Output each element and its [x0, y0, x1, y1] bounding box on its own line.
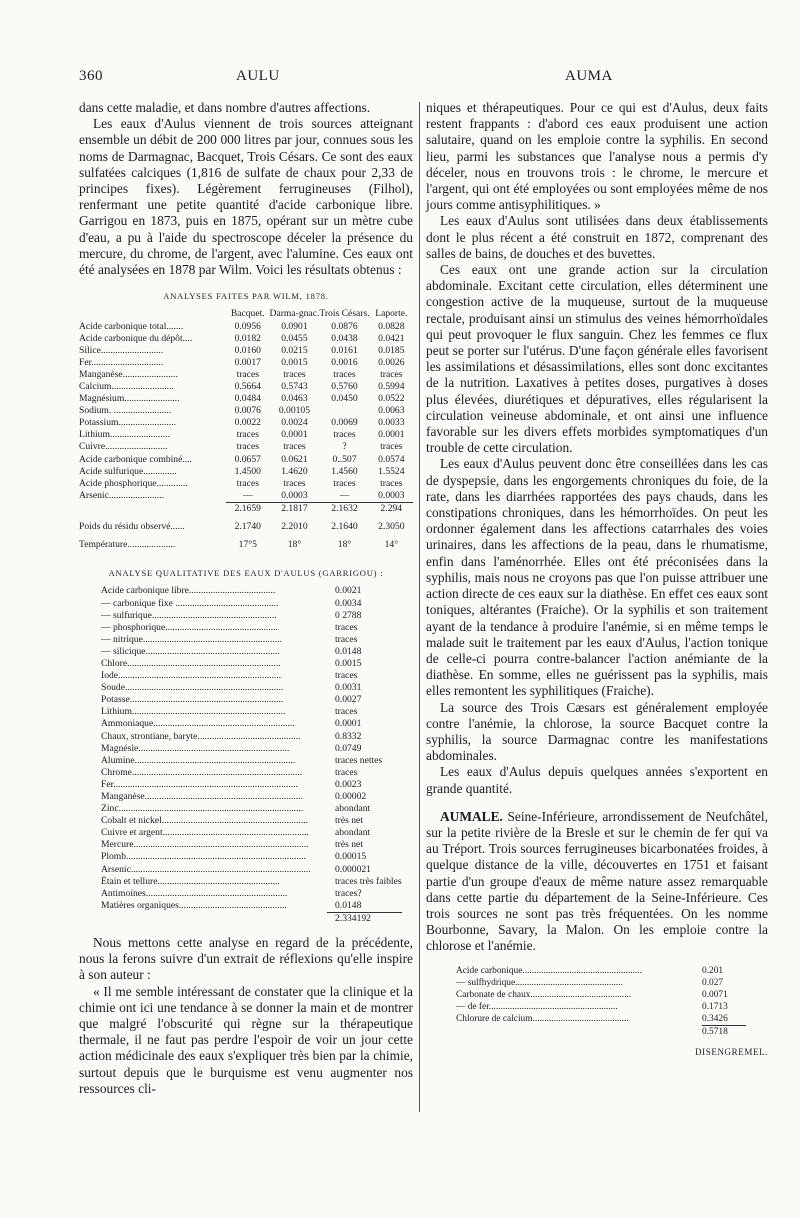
table-row	[79, 490, 413, 503]
table-row	[456, 1013, 746, 1026]
paragraph: Nous mettons cette analyse en regard de la précédente, nous la ferons suivre d'un extrait de réflexions qu'elle inspire à son auteur :	[79, 935, 413, 983]
paragraph: niques et thérapeutiques. Pour ce qui est d'Aulus, deux faits restent frappants : d'abord ces eaux produisent une action salutaire, quand on les emploie contre la syphilis. En second lieu, parmi les substances que l'analyse nous a permis d'y déceler, nous en trouvons trois : le chrome, le mercure et l'argent, qui ont été employées ou sont employées même de nos jours comme antisyphilitiques. »	[426, 100, 768, 213]
column-header: Darma-gnac.	[269, 308, 320, 320]
row-label: Lithium.........................	[79, 429, 170, 441]
row-label: Fer.............................................................................	[101, 778, 298, 790]
table-cell: 17°5	[238, 539, 257, 551]
row-label: Température....................	[79, 539, 176, 551]
table-row	[101, 646, 402, 658]
table-cell: ?	[342, 441, 347, 453]
row-label: Carbonate de chaux...........................................	[456, 989, 632, 1000]
row-label: Zinc.............................................................................	[101, 803, 304, 815]
table-row	[101, 634, 402, 646]
row-label: Fer..............................	[79, 356, 164, 368]
table-cell: 0.0161	[331, 344, 358, 356]
table-row	[456, 977, 746, 989]
table-cell: 0.0069	[331, 417, 358, 429]
row-label: Matières organiques.............................................	[101, 900, 287, 912]
table-cell: traces	[380, 368, 403, 380]
entry-headword: AUMALE.	[440, 808, 503, 824]
row-label: Manganèse.......................	[79, 368, 178, 380]
table-row	[79, 369, 413, 381]
table-cell: traces	[335, 706, 358, 718]
table-row	[101, 827, 402, 839]
row-label: Lithium................................................................	[101, 706, 286, 718]
total-cell: 0.5718	[702, 1026, 746, 1039]
table-cell: très net	[335, 815, 363, 827]
table-row	[101, 767, 402, 779]
table-cell: 0.0463	[281, 393, 308, 405]
row-label: — phosphorique...............................................	[101, 621, 278, 633]
column-header: Laporte.	[375, 308, 408, 320]
table-cell: traces	[236, 368, 259, 380]
table-cell: 0.0016	[331, 356, 358, 368]
row-label: Iode....................................................................	[101, 670, 282, 682]
total-row	[79, 502, 413, 515]
table-cell: 0.201	[702, 965, 724, 976]
table-row	[79, 381, 413, 393]
table-cell: traces	[333, 477, 356, 489]
table-cell: traces?	[335, 887, 362, 899]
right-column	[426, 100, 768, 1060]
table-row	[101, 585, 402, 597]
signature: DISENGREMEL.	[695, 1047, 768, 1058]
total-cell: 2.334192	[327, 912, 402, 925]
table-row	[101, 694, 402, 706]
table-cell: traces	[236, 441, 259, 453]
row-label: Silice..........................	[79, 344, 164, 356]
table-row	[101, 682, 402, 694]
table-caption: ANALYSE QUALITATIVE DES EAUX D'AULUS (GARRIGOU) :	[108, 568, 384, 579]
table-cell: 0.0148	[335, 645, 362, 657]
table-cell: 0.00105	[278, 405, 311, 417]
paragraph: Les eaux d'Aulus sont utilisées dans deux établissements dont le plus récent a été construit en 1872, comprenant des salles de bains, de douches et des buvettes.	[426, 213, 768, 261]
table-row	[101, 706, 402, 718]
row-label: Plomb...........................................................................	[101, 851, 306, 863]
row-label: Poids du résidu observé......	[79, 521, 185, 533]
table-row	[79, 333, 413, 345]
row-label: — de fer.......................................................	[456, 1001, 618, 1012]
row-label	[79, 502, 226, 515]
table-row	[456, 989, 746, 1001]
table-cell: 0.0438	[331, 332, 358, 344]
table-row	[79, 515, 413, 533]
table-cell: 0.3426	[702, 1013, 728, 1024]
table-row	[101, 622, 402, 634]
table-cell: traces	[335, 621, 358, 633]
table-cell: très net	[335, 839, 363, 851]
table-cell: 0 2788	[335, 609, 362, 621]
table-row	[101, 888, 402, 900]
row-label: Magnésie...............................................................	[101, 742, 290, 754]
table-cell: 0.0749	[335, 742, 362, 754]
table-cell: 0.0076	[234, 405, 261, 417]
table-row	[456, 965, 746, 977]
table-cell: traces	[236, 477, 259, 489]
table-cell: 0.0001	[378, 429, 405, 441]
table-cell: 0.0031	[335, 682, 362, 694]
table-row	[101, 815, 402, 827]
table-cell: traces	[333, 429, 356, 441]
table-cell: 1.4620	[281, 465, 308, 477]
running-head-right: AUMA	[565, 68, 613, 84]
table-row	[101, 803, 402, 815]
row-label: Acide sulfurique..............	[79, 465, 177, 477]
table-row	[79, 533, 413, 551]
table-cell: 0.0024	[281, 417, 308, 429]
table-cell: 0.5664	[234, 381, 261, 392]
row-label: Magnésium.......................	[79, 393, 180, 405]
row-label: Manganèse..................................................................	[101, 791, 303, 803]
table-cell: traces	[380, 441, 403, 453]
row-label: — sulfurique....................................................	[101, 609, 277, 621]
row-label: Chlore................................................................	[101, 657, 281, 669]
table-cell: 0.0148	[335, 899, 362, 911]
table-cell: traces très faibles	[335, 875, 402, 887]
table-cell: 0.00002	[335, 791, 367, 803]
table-cell: 0.0215	[281, 344, 308, 356]
table-cell: 0.0027	[335, 694, 362, 706]
row-label: — nitrique..........................................................	[101, 633, 282, 645]
table-cell: 0.00015	[335, 851, 367, 863]
table-cell: abondant	[335, 803, 371, 815]
table-cell: 0.0450	[331, 393, 358, 405]
table-caption: ANALYSES FAITES PAR WILM, 1878.	[163, 291, 329, 302]
column-divider	[419, 102, 420, 1112]
total-cell: 2.1632	[319, 502, 369, 515]
table-cell: 0.0182	[234, 332, 261, 344]
table-cell: 0.0001	[335, 718, 362, 730]
paragraph: dans cette maladie, et dans nombre d'autres affections.	[79, 100, 371, 115]
table-cell: 0.5743	[281, 381, 308, 392]
total-row	[456, 1026, 746, 1039]
table-row	[79, 478, 413, 490]
entry-aumale	[426, 809, 768, 955]
table-cell: 2.2010	[281, 521, 308, 533]
table-cell: —	[339, 489, 350, 501]
row-label: Cuivre et argent.............................................................	[101, 827, 309, 839]
garrigou-analysis-table	[101, 585, 402, 925]
row-label: Soude..................................................................	[101, 682, 284, 694]
table-row	[101, 791, 402, 803]
row-label	[101, 912, 327, 925]
paragraph: Les eaux d'Aulus viennent de trois sources atteignant ensemble un débit de 200 000 litres par jour, connues sous les noms de Darmagnac, Bacquet, Trois Césars. Ce sont des eaux sulfatées calciques (1,816 de sulfate de chaux pour 2,33 de principes fixes). Légèrement ferrugineuses (Filhol), renfermant une petite quantité d'acide carbonique libre. Garrigou en 1873, puis en 1875, opérant sur un mètre cube d'eau, a pu à l'aide du spectroscope déceler la présence du mercure, du chrome, de l'argent, avec l'alumine. Ces eaux ont été analysées en 1878 par Wilm. Voici les résultats obtenus :	[79, 116, 413, 278]
row-label: Cuivre..........................	[79, 441, 168, 453]
table-row	[101, 731, 402, 743]
table-row	[101, 610, 402, 622]
table-cell: 1.4560	[331, 465, 358, 477]
total-cell: 2.1817	[270, 502, 320, 515]
table-row	[79, 417, 413, 429]
table-cell: 0.0574	[378, 453, 405, 465]
table-row	[79, 357, 413, 369]
table-cell: 0.0522	[378, 393, 405, 405]
table-cell: —	[242, 489, 253, 501]
table-cell: 0.000021	[335, 863, 371, 875]
table-row	[456, 1001, 746, 1013]
table-cell: 1.4500	[234, 465, 261, 477]
table-cell: 0.0023	[335, 778, 362, 790]
table-cell: 0.0017	[234, 356, 261, 368]
table-cell: 14°	[384, 539, 399, 551]
table-cell: 0.5760	[331, 381, 358, 392]
table-cell: 2.3050	[378, 521, 405, 533]
table-cell: 0.0455	[281, 332, 308, 344]
row-label: Acide carbonique libre....................................	[101, 585, 276, 597]
table-cell: 2.1640	[331, 521, 358, 533]
table-cell: 0..507	[332, 453, 357, 465]
table-cell: traces	[335, 670, 358, 682]
table-cell: 0.0026	[378, 356, 405, 368]
row-label: Ammoniaque...........................................................	[101, 718, 295, 730]
table-cell: 0.0015	[335, 657, 362, 669]
total-row	[101, 912, 402, 925]
table-cell: 0.0034	[335, 597, 362, 609]
paragraph: La source des Trois Cæsars est généralement employée contre l'anémie, la chlorose, la source Bacquet contre la syphilis, la source Darmagnac contre les manifestations abdominales.	[426, 699, 768, 764]
table-row	[79, 405, 413, 417]
table-cell: 0.0484	[234, 393, 261, 405]
row-label: Sodium. ........................	[79, 405, 172, 417]
table-cell: 0.5994	[378, 381, 405, 392]
table-row	[101, 670, 402, 682]
table-row	[79, 345, 413, 357]
running-head-left: AULU	[236, 68, 280, 84]
table-cell: traces	[380, 477, 403, 489]
table-cell: traces	[283, 441, 306, 453]
table-cell: traces nettes	[335, 754, 383, 766]
table-row	[101, 755, 402, 767]
table-cell: 0.0015	[281, 356, 308, 368]
row-label: Chaux, strontiane, baryte...........................................	[101, 730, 301, 742]
table-row	[101, 598, 402, 610]
table-row	[101, 900, 402, 913]
table-cell: 0.0421	[378, 332, 405, 344]
table-row	[101, 851, 402, 863]
entry-text: Seine-Inférieure, arrondissement de Neufchâtel, sur la petite rivière de la Bresle et sur le chemin de fer qui va au Tréport. Trois sources ferrugineuses bicarbonatées froides, à quelque distance de la ville, découvertes en 1751 et faisant partie d'un groupe d'eaux de même nature assez remarquable dans cette partie du département de la Seine-Inférieure. Ces trois sources ne sont pas très fréquentées. On les nomme Bourbonne, Savary, la Malon. On les emploie contre la chlorose et l'anémie.	[426, 808, 768, 954]
table-row	[79, 429, 413, 441]
table-cell: traces	[335, 633, 358, 645]
table-row	[101, 864, 402, 876]
table-row	[101, 658, 402, 670]
row-label: Acide carbonique total.......	[79, 320, 184, 332]
table-cell: traces	[335, 766, 358, 778]
table-cell: 0.0071	[702, 989, 728, 1000]
row-label: Acide phosphorique.............	[79, 477, 188, 489]
row-label: Alumine...................................................................	[101, 754, 296, 766]
table-row	[101, 876, 402, 888]
row-label: Potasse................................................................	[101, 694, 284, 706]
table-cell: traces	[236, 429, 259, 441]
table-cell: 0.0022	[234, 417, 261, 429]
aumale-analysis-table	[456, 965, 746, 1039]
total-cell: 2.294	[370, 502, 413, 515]
table-cell: 0.0021	[335, 585, 362, 597]
table-cell: 0.0828	[378, 320, 405, 332]
table-cell: 0.0956	[234, 320, 261, 332]
table-cell: traces	[333, 368, 356, 380]
row-label: — carbonique fixe ...........................................	[101, 597, 279, 609]
table-cell: 0.0160	[234, 344, 261, 356]
table-cell: traces	[283, 368, 306, 380]
row-label: Potassium........................	[79, 417, 177, 429]
table-cell	[319, 405, 369, 417]
table-cell: 18°	[337, 539, 352, 551]
table-cell: 0.8332	[335, 730, 362, 742]
row-label: Acide carbonique...................................................	[456, 965, 642, 976]
table-cell: 0.0901	[281, 320, 308, 332]
table-cell: 0.027	[702, 977, 724, 988]
total-cell: 2.1659	[226, 502, 270, 515]
row-label: Acide carbonique combiné....	[79, 453, 192, 465]
row-label: — sulfhydrique..............................................	[456, 977, 623, 988]
table-cell: 1.5524	[378, 465, 405, 477]
row-label: — silicique........................................................	[101, 645, 280, 657]
table-cell: abondant	[335, 827, 371, 839]
paragraph: Les eaux d'Aulus peuvent donc être conseillées dans les cas de dyspepsie, dans les engorgements chroniques du foie, de la rate, dans les diarrhées rapportées des pays chauds, dans les constipations chroniques, dans les hémorrhoïdes. On peut les ordonner également dans les affections catarrhales des voies urinaires, dans les affections de la peau, dans le rhumatisme, enfin dans l'aménorrhée. Elles ont été préconisées dans la syphilis, mais nous ne croyons pas que l'on puisse attribuer une action directe de ces eaux sur la diathèse. En effet ces eaux sont toniques, altérantes (Fraiche). Or la syphilis et son traitement ayant de la tendance à produire l'anémie, si en même temps le malade suit le traitement par les eaux d'Aulus, l'action tonique de celle-ci pourra contre-balancer l'action anémiante de la diathèse. En somme, elles ne guérissent pas la syphilis, mais elles remontent les syphilitiques (Fraiche).	[426, 456, 768, 699]
paragraph: « Il me semble intéressant de constater que la clinique et la chimie ont ici une tendance à se donner la main et de montrer que malgré l'obscurité qui règne sur la thérapeutique thermale, il ne faut pas perdre l'espoir de voir un jour cette action médicinale des eaux s'expliquer très bien par la chimie, surtout depuis que le burquisme est venu augmenter nos ressources cli-	[79, 983, 413, 1096]
table-cell: traces	[283, 477, 306, 489]
table-row	[79, 321, 413, 333]
table-cell: 0.0657	[234, 453, 261, 465]
row-label: Chrome.......................................................................	[101, 766, 303, 778]
table-cell: 0.0003	[281, 489, 308, 501]
table-cell: 0.1713	[702, 1001, 728, 1012]
table-cell: 2.1740	[234, 521, 261, 533]
row-label	[456, 1026, 702, 1039]
table-cell: 0.0033	[378, 417, 405, 429]
row-label: Calcium..........................	[79, 381, 174, 392]
table-cell: 18°	[287, 539, 302, 551]
row-label: Cobalt et nickel.............................................................	[101, 815, 309, 827]
table-row	[79, 466, 413, 478]
paragraph: Ces eaux ont une grande action sur la circulation abdominale. Excitant cette circulation, elles déterminent une congestion active de la muqueuse, surtout de la muqueuse rectale, produisant ainsi un stimulus des veines hémorrhoïdales qui peut provoquer le flux sanguin. Chez les femmes ce flux peut se porter sur l'utérus. D'une façon générale elles favorisent les assimilations et désassimilations, elles sont donc excitantes de la nutrition. Laxatives à petites doses, purgatives à doses plus élevées, diurétiques et dépuratives, elles régularisent la circulation veineuse abdominale, et ont ainsi une influence favorable sur les divers effets morbides symptomatiques d'un trouble de cette circulation.	[426, 262, 768, 456]
table-cell: 0.0621	[281, 453, 308, 465]
table-row	[101, 839, 402, 851]
table-cell: 0.0001	[281, 429, 308, 441]
row-label: Acide carbonique du dépôt....	[79, 332, 193, 344]
left-column	[79, 100, 413, 1097]
table-cell: 0.0876	[331, 320, 358, 332]
table-row	[101, 718, 402, 730]
table-row	[79, 393, 413, 405]
wilm-analysis-table	[79, 308, 413, 551]
row-label: Arsenic.......................	[79, 490, 164, 502]
table-row	[79, 441, 413, 453]
row-label: Arsenic...........................................................................	[101, 863, 311, 875]
row-label: Étain et tellure...................................................	[101, 875, 280, 887]
column-header: Bacquet.	[230, 308, 265, 320]
table-cell: 0.0003	[378, 489, 405, 501]
column-header: Trois Césars.	[319, 308, 370, 320]
table-cell: 0.0185	[378, 344, 405, 356]
table-cell: 0.0063	[378, 405, 405, 417]
row-label: Mercure.........................................................................	[101, 839, 309, 851]
row-label: Antimoines...........................................................	[101, 887, 288, 899]
table-row	[79, 454, 413, 466]
page-number: 360	[79, 68, 103, 84]
row-label: Chlorure de calcium.........................................	[456, 1014, 629, 1025]
table-row	[101, 743, 402, 755]
paragraph: Les eaux d'Aulus depuis quelques années s'exportent en grande quantité.	[426, 764, 768, 796]
table-row	[101, 779, 402, 791]
